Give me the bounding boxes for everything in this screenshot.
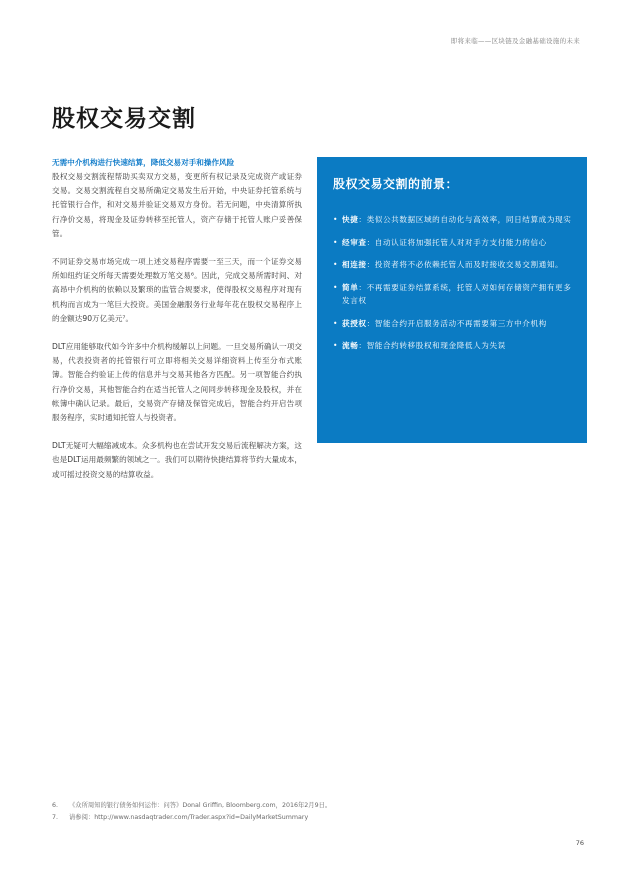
list-item [333,317,573,331]
bullet-icon: • [333,237,339,247]
bullet-icon: • [333,215,339,224]
list-item-term: 简单 [342,282,359,292]
list-item [333,258,573,272]
list-item-text: ：智能合约转移股权和现金降低人为失误 [358,341,506,350]
list-item-term: 经审查 [342,237,367,247]
prospects-list [333,213,573,353]
running-header: 即将来临——区块链及金融基础设施的未来 [450,37,580,45]
bullet-icon: • [333,260,339,269]
footnote-number: 6. [52,802,59,809]
list-item-term: 快捷 [342,215,359,224]
list-item [333,339,573,353]
footnote-7 [52,812,572,824]
bullet-icon: • [333,341,339,350]
prospects-sidebar [317,157,587,443]
body-paragraph-4: DLT无疑可大幅缩减成本。众多机构也在尝试开发交易后流程解决方案，这也是DLT运用最频繁的领域之一。我们可以期待快捷结算将节约大量成本，或可摇过投资交易的结算收益。 [52,441,302,479]
list-item-text: ：不再需要证券结算系统，托管人对如何存储资产拥有更多发言权 [342,282,572,305]
list-item-text: ：智能合约开启服务活动不再需要第三方中介机构 [366,318,547,328]
footnote-number: 7. [52,814,59,821]
list-item-text: ：类似公共数据区域的自动化与高效率，同日结算成为现实 [358,215,572,224]
list-item-text: ：自动认证将加强托管人对对手方支付能力的信心 [366,237,547,247]
bullet-icon: • [333,282,339,292]
footnote-6 [52,800,572,812]
body-paragraph-1: 股权交易交割流程帮助买卖双方交易，变更所有权记录及完成资产或证券交易。交易交割流程自交易所确定交易发生后开始，中央证券托管系统与托管银行合作，和对交易并验证交易双方身份。若无问题，中央清算所执行净价交易，将现金及证券转移至托管人，资产存储于托管人账户妥善保管。 [52,172,302,238]
page-title: 股权交易交割 [52,106,196,132]
list-item-term: 获授权 [342,318,367,328]
list-item-term: 流畅 [342,341,359,350]
body-paragraph-2: 不同证券交易市场完成一项上述交易程序需要一至三天，而一个证券交易所如纽约证交所每天需要处理数万笔交易⁶。因此，完成交易所需时间、对高昂中介机构的依赖以及繁琐的监管合规要求，使得股权交易程序对现有机构而言成为一笔巨大投资。美国金融服务行业每年花在股权交易程序上的金额达90万亿美元⁷。 [52,257,302,323]
list-item [333,236,573,250]
body-paragraph-3: DLT应用能够取代如今许多中介机构缓解以上问题。一旦交易所确认一项交易，代表投资者的托管银行可立即将相关交易详细资料上传至分布式账簿。智能合约验证上传的信息并与交易其他各方匹配。另一项智能合约执行净价交易，其他智能合约在适当托管人之间同步转移现金及股权，并在帐簿中确认记录。最后，交易资产存储及保管完成后，智能合约开启告项服务程序，实时通知托管人与投资者。 [52,342,302,423]
list-item-text: ：投资者将不必依赖托管人而及时接收交易交割通知。 [366,260,564,269]
bullet-icon: • [333,318,339,328]
sidebar-title: 股权交易交割的前景： [333,177,459,191]
list-item [333,213,573,227]
footnote-text: 请参阅：http://www.nasdaqtrader.com/Trader.aspx?id=DailyMarketSummary [69,814,309,821]
main-text-column [52,156,302,482]
lead-subheading: 无需中介机构进行快速结算，降低交易对手和操作风险 [52,158,235,167]
footnote-text: 《众所周知的银行债务如何运作：问答》Donal Griffin, Bloomberg.com，2016年2月9日。 [69,802,332,809]
footnotes [52,800,572,824]
list-item [333,281,573,308]
list-item-term: 相连接 [342,260,367,269]
page-number: 76 [575,839,584,847]
